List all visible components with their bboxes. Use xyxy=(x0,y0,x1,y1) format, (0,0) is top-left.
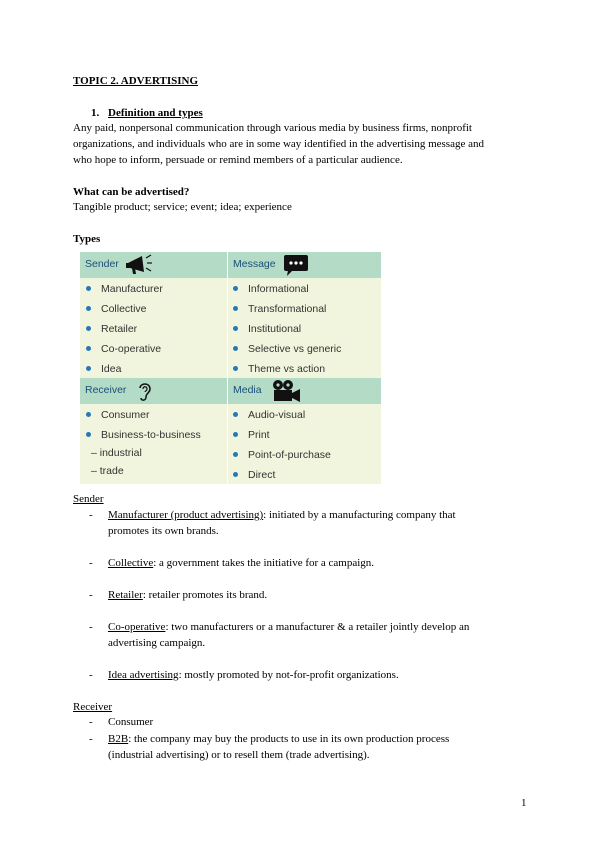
bullet-dot xyxy=(233,306,238,311)
what-advertised-heading: What can be advertised? xyxy=(73,186,190,198)
message-item-5: Theme vs action xyxy=(233,363,325,375)
sender-item-3: Retailer xyxy=(86,323,137,335)
manufacturer-desc-line-2: promotes its own brands. xyxy=(108,525,219,537)
bullet-dot xyxy=(86,412,91,417)
table-vertical-divider xyxy=(227,252,228,484)
bullet-dot xyxy=(233,326,238,331)
megaphone-icon xyxy=(124,254,154,276)
sender-header xyxy=(80,252,227,278)
dash-bullet: - xyxy=(89,557,93,569)
bullet-dot xyxy=(86,306,91,311)
types-table xyxy=(80,252,381,484)
message-item-1: Informational xyxy=(233,283,309,295)
message-header xyxy=(228,252,381,278)
b2b-entry xyxy=(108,732,538,747)
retailer-desc: : retailer promotes its brand. xyxy=(142,589,268,601)
bullet-dot xyxy=(86,346,91,351)
bullet-dot xyxy=(233,472,238,477)
bullet-dot xyxy=(86,366,91,371)
types-heading: Types xyxy=(73,233,101,245)
media-item-1: Audio-visual xyxy=(233,409,305,421)
receiver-subitem-2: – trade xyxy=(91,465,124,477)
media-item-4: Direct xyxy=(233,469,275,481)
message-item-2: Transformational xyxy=(233,303,326,315)
sender-header-label: Sender xyxy=(85,258,119,270)
b2b-desc: : the company may buy the products to use in its own production process xyxy=(128,733,450,745)
bullet-dot xyxy=(233,366,238,371)
section-heading: Definition and types xyxy=(108,107,203,119)
sender-item-5: Idea xyxy=(86,363,121,375)
b2b-desc-line-2: (industrial advertising) or to resell them (trade advertising). xyxy=(108,749,370,761)
bullet-dot xyxy=(233,452,238,457)
manufacturer-term: Manufacturer (product advertising) xyxy=(108,509,264,521)
message-header-label: Message xyxy=(233,258,276,270)
cooperative-term: Co-operative xyxy=(108,621,166,633)
receiver-subitem-1: – industrial xyxy=(91,447,142,459)
dash-bullet: - xyxy=(89,509,93,521)
dash-bullet: - xyxy=(89,621,93,633)
definition-line-1: Any paid, nonpersonal communication through various media by business firms, nonprofit xyxy=(73,122,472,134)
bullet-dot xyxy=(86,286,91,291)
ear-icon xyxy=(136,381,154,402)
media-item-2: Print xyxy=(233,429,270,441)
collective-term: Collective xyxy=(108,557,154,569)
bullet-dot xyxy=(86,432,91,437)
bullet-dot xyxy=(233,412,238,417)
cooperative-desc: : two manufacturers or a manufacturer & a retailer jointly develop an xyxy=(165,621,470,633)
definition-line-3: who hope to inform, persuade or remind members of a particular audience. xyxy=(73,154,403,166)
sender-item-4: Co-operative xyxy=(86,343,161,355)
page-number: 1 xyxy=(521,797,527,809)
bullet-dot xyxy=(233,432,238,437)
manufacturer-desc: : initiated by a manufacturing company that xyxy=(263,509,456,521)
media-header xyxy=(228,378,381,404)
idea-desc: : mostly promoted by not-for-profit organizations. xyxy=(178,669,399,681)
bullet-dot xyxy=(86,326,91,331)
message-item-3: Institutional xyxy=(233,323,301,335)
receiver-item-1: Consumer xyxy=(86,409,149,421)
page-title: TOPIC 2. ADVERTISING xyxy=(73,75,199,87)
section-number: 1. xyxy=(91,107,100,119)
idea-entry xyxy=(108,668,538,683)
consumer-entry: Consumer xyxy=(108,716,154,728)
receiver-header xyxy=(80,378,227,404)
receiver-section-heading: Receiver xyxy=(73,701,113,713)
bullet-dot xyxy=(233,346,238,351)
definition-line-2: organizations, and individuals who are in some way identified in the advertising message and xyxy=(73,138,484,150)
cooperative-entry xyxy=(108,620,538,635)
collective-desc: : a government takes the initiative for a campaign. xyxy=(153,557,375,569)
b2b-term: B2B xyxy=(108,733,129,745)
dash-bullet: - xyxy=(89,669,93,681)
receiver-header-label: Receiver xyxy=(85,384,127,396)
what-advertised-text: Tangible product; service; event; idea; experience xyxy=(73,201,292,213)
media-item-3: Point-of-purchase xyxy=(233,449,331,461)
message-item-4: Selective vs generic xyxy=(233,343,341,355)
sender-item-1: Manufacturer xyxy=(86,283,163,295)
sender-item-2: Collective xyxy=(86,303,147,315)
collective-entry xyxy=(108,556,538,571)
retailer-term: Retailer xyxy=(108,589,143,601)
bullet-dot xyxy=(233,286,238,291)
cooperative-desc-line-2: advertising campaign. xyxy=(108,637,206,649)
dash-bullet: - xyxy=(89,733,93,745)
dash-bullet: - xyxy=(89,589,93,601)
manufacturer-entry xyxy=(108,508,538,523)
media-header-label: Media xyxy=(233,384,262,396)
speech-bubble-icon xyxy=(283,254,309,277)
receiver-item-2: Business-to-business xyxy=(86,429,201,441)
dash-bullet: - xyxy=(89,716,93,728)
retailer-entry xyxy=(108,588,538,603)
sender-section-heading: Sender xyxy=(73,493,104,505)
movie-camera-icon xyxy=(270,378,302,404)
idea-term: Idea advertising xyxy=(108,669,179,681)
